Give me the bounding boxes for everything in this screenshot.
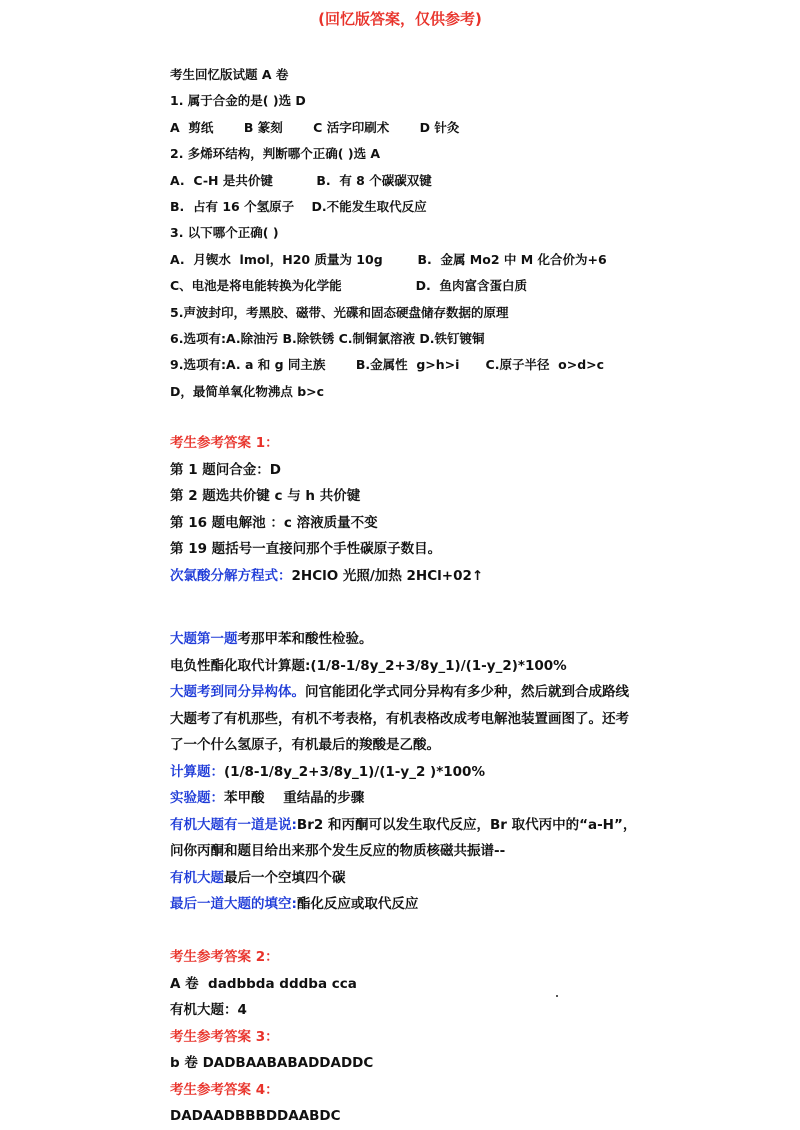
exam-recall-section xyxy=(170,62,770,405)
big-line-7-label: 实验题： xyxy=(170,790,224,806)
question-2: 2. 多烯环结构，判断哪个正确( )选 A xyxy=(170,146,381,162)
big-line-8 xyxy=(170,812,770,839)
answer-2-line-1: A 卷 dadbbda dddba cca xyxy=(170,975,357,992)
question-3: 3. 以下哪个正确( ) xyxy=(170,225,279,241)
big-line-10-label: 有机大题 xyxy=(170,869,224,886)
big-line-1-label: 大题第一题 xyxy=(170,631,238,647)
big-line-10-text: 最后一个空填四个碳 xyxy=(224,869,346,886)
answer-1-line: 第 16 题电解池 ：c 溶液质量不变 xyxy=(170,514,378,531)
big-questions-section xyxy=(170,626,770,918)
answer-1-heading: 考生参考答案 1： xyxy=(170,435,279,451)
question-1-options: A 剪纸 B 篆刻 C 活字印刷术 D 针灸 xyxy=(170,119,460,135)
answer-3-line: b 卷 DADBAABABADDADDC xyxy=(170,1055,374,1071)
formula-line xyxy=(170,563,770,590)
answer-4-line: DADAADBBBDDAABDC xyxy=(170,1108,341,1124)
big-line-3 xyxy=(170,679,770,706)
formula-label: 次氯酸分解方程式： xyxy=(170,567,292,584)
answer-4-heading: 考生参考答案 4： xyxy=(170,1081,279,1098)
big-line-6-label: 计算题： xyxy=(170,763,224,780)
big-line-6-text: (1/8-1/8y_2+3/8y_1)/(1-y_2 )*100% xyxy=(224,763,485,780)
big-line-7-text: 苯甲酸 重结晶的步骤 xyxy=(224,790,365,806)
banner-note: (回忆版答案，仅供参考) xyxy=(318,10,482,28)
question-3-options-a: A. 月锲水 lmol，H20 质量为 10g B. 金属 Mo2 中 M 化合价为+6 xyxy=(170,251,607,267)
answer-1-line: 第 19 题括号一直接问那个手性碳原子数目。 xyxy=(170,541,442,557)
answer-1-line: 第 1 题问合金：D xyxy=(170,461,281,478)
stray-dot xyxy=(556,995,558,997)
exam-title: 考生回忆版试题 A 卷 xyxy=(170,67,289,82)
question-2-options-a: A. C-H 是共价键 B. 有 8 个碳碳双键 xyxy=(170,172,432,188)
big-line-7 xyxy=(170,785,770,812)
answer-1-section xyxy=(170,430,770,589)
big-line-11-text: 酯化反应或取代反应 xyxy=(296,896,419,912)
big-line-11-label: 最后一道大题的填空: xyxy=(170,896,297,912)
question-6: 6.选项有:A.除油污 B.除铁锈 C.制铜氯溶液 D.铁钉镀铜 xyxy=(170,330,485,346)
big-line-2: 电负性酯化取代计算题:(1/8-1/8y_2+3/8y_1)/(1-y_2)*100% xyxy=(170,657,567,674)
answer-2-line-2: 有机大题：4 xyxy=(170,1002,247,1018)
big-line-8-label: 有机大题有一道是说: xyxy=(170,816,297,833)
answer-1-line: 第 2 题选共价键 c 与 h 共价键 xyxy=(170,488,361,504)
big-line-3-text: 问官能团化学式同分异构有多少种，然后就到合成路线 xyxy=(305,684,629,700)
question-3-options-b: C、电池是将电能转换为化学能 D. 鱼肉富含蛋白质 xyxy=(170,278,527,294)
big-line-3-label: 大题考到同分异构体。 xyxy=(170,684,305,700)
formula-text: 2HClO 光照/加热 2HCl+02↑ xyxy=(291,567,484,584)
question-9: 9.选项有:A. a 和 g 同主族 B.金属性 g>h>i C.原子半径 o>d>c xyxy=(170,357,605,373)
big-line-1 xyxy=(170,626,770,653)
question-9-option-d: D，最简单氧化物沸点 b>c xyxy=(170,383,325,399)
big-line-10 xyxy=(170,865,770,892)
big-line-1-text: 考那甲苯和酸性检验。 xyxy=(237,631,373,647)
answers-2-4-section xyxy=(170,944,770,1130)
big-line-5: 了一个什么氢原子，有机最后的羧酸是乙酸。 xyxy=(170,737,440,753)
question-5: 5.声波封印，考黑胶、磁带、光碟和固态硬盘储存数据的原理 xyxy=(170,304,509,320)
answer-3-heading: 考生参考答案 3： xyxy=(170,1028,279,1045)
question-1: 1. 属于合金的是( )选 D xyxy=(170,93,306,109)
big-line-9: 问你丙酮和题目给出来那个发生反应的物质核磁共振谱-- xyxy=(170,843,506,859)
big-line-8-text: Br2 和丙酮可以发生取代反应，Br 取代丙中的“a-H”， xyxy=(296,816,637,833)
question-2-options-b: B. 占有 16 个氢原子 D.不能发生取代反应 xyxy=(170,198,427,214)
big-line-11 xyxy=(170,891,770,918)
big-line-6 xyxy=(170,759,770,786)
answer-2-heading: 考生参考答案 2： xyxy=(170,949,279,965)
big-line-4: 大题考了有机那些，有机不考表格，有机表格改成考电解池装置画图了。还考 xyxy=(170,710,629,727)
